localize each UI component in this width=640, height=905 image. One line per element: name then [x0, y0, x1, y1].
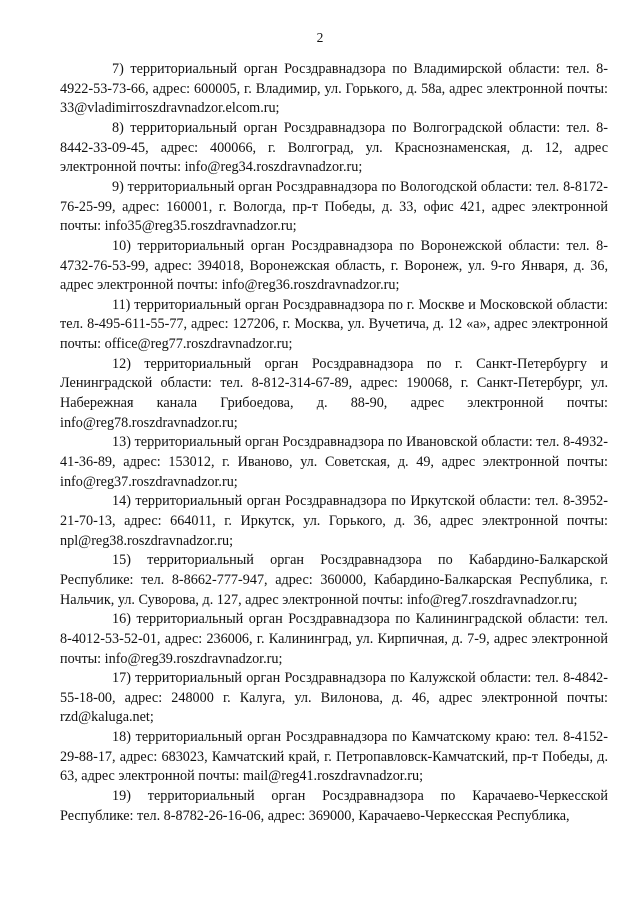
paragraph-item-12: 12) территориальный орган Росздравнадзора по г. Санкт-Петербургу и Ленинградской области: тел. 8-812-314-67-89, адрес: 190068, г. Санкт-Петербург, ул. Набережная канала Грибоедова, д. 88-90, адрес электронной почты: info@reg78.roszdravnadzor.ru; [60, 355, 608, 431]
paragraph-item-15: 15) территориальный орган Росздравнадзора по Кабардино-Балкарской Республике: тел. 8-8662-777-947, адрес: 360000, Кабардино-Балкарская Республика, г. Нальчик, ул. Суворова, д. 127, адрес электронной почты: info@reg7.roszdravnadzor.ru; [60, 552, 608, 608]
paragraph-item-9: 9) территориальный орган Росздравнадзора по Вологодской области: тел. 8-8172-76-25-99, адрес: 160001, г. Вологда, пр-т Победы, д. 33, офис 421, адрес электронной почты: info35@reg35.roszdravnadzor.ru; [60, 178, 608, 235]
page-number: 2 [316, 30, 324, 45]
paragraph-item-7: 7) территориальный орган Росздравнадзора по Владимирской области: тел. 8-4922-53-73-66, адрес: 600005, г. Владимир, ул. Горького, д. 58а, адрес электронной почты: 33@vladimirroszdravnadzor.elcom.ru; [60, 61, 608, 117]
paragraph-item-8: 8) территориальный орган Росздравнадзора по Волгоградской области: тел. 8-8442-33-09-45, адрес: 400066, г. Волгоград, ул. Краснознаменская, д. 12, адрес электронной почты: info@reg34.roszdravnadzor.ru; [60, 119, 608, 176]
paragraph-item-14: 14) территориальный орган Росздравнадзора по Иркутской области: тел. 8-3952-21-70-13, адрес: 664011, г. Иркутск, ул. Горького, д. 36, адрес электронной почты: npl@reg38.roszdravnadzor.ru; [60, 493, 608, 549]
paragraph-item-10: 10) территориальный орган Росздравнадзора по Воронежской области: тел. 8-4732-76-53-99, адрес: 394018, Воронежская область, г. Воронеж, ул. 9-го Января, д. 36, адрес электронной почты: info@reg36.roszdravnadzor.ru; [60, 237, 608, 294]
paragraph-item-17: 17) территориальный орган Росздравнадзора по Калужской области: тел. 8-4842-55-18-00, адрес: 248000 г. Калуга, ул. Вилонова, д. 46, адрес электронной почты: rzd@kaluga.net; [60, 670, 608, 726]
paragraph-item-19: 19) территориальный орган Росздравнадзора по Карачаево-Черкесской Республике: тел. 8-8782-26-16-06, адрес: 369000, Карачаево-Черкесская Республика, [60, 788, 608, 824]
paragraph-item-18: 18) территориальный орган Росздравнадзора по Камчатскому краю: тел. 8-4152-29-88-17, адрес: 683023, Камчатский край, г. Петропавловск-Камчатский, пр-т Победы, д. 63, адрес электронной почты: mail@reg41.roszdravnadzor.ru; [60, 729, 608, 785]
paragraph-item-11: 11) территориальный орган Росздравнадзора по г. Москве и Московской области: тел. 8-495-611-55-77, адрес: 127206, г. Москва, ул. Вучетича, д. 12 «а», адрес электронной почты: office@reg77.roszdravnadzor.ru; [60, 296, 608, 353]
paragraph-item-16: 16) территориальный орган Росздравнадзора по Калининградской области: тел. 8-4012-53-52-01, адрес: 236006, г. Калининград, ул. Кирпичная, д. 7-9, адрес электронной почты: info@reg39.roszdravnadzor.ru; [60, 611, 608, 667]
document-body [60, 60, 608, 827]
paragraph-item-13: 13) территориальный орган Росздравнадзора по Ивановской области: тел. 8-4932-41-36-89, адрес: 153012, г. Иваново, ул. Советская, д. 49, адрес электронной почты: info@reg37.roszdravnadzor.ru; [60, 434, 608, 490]
